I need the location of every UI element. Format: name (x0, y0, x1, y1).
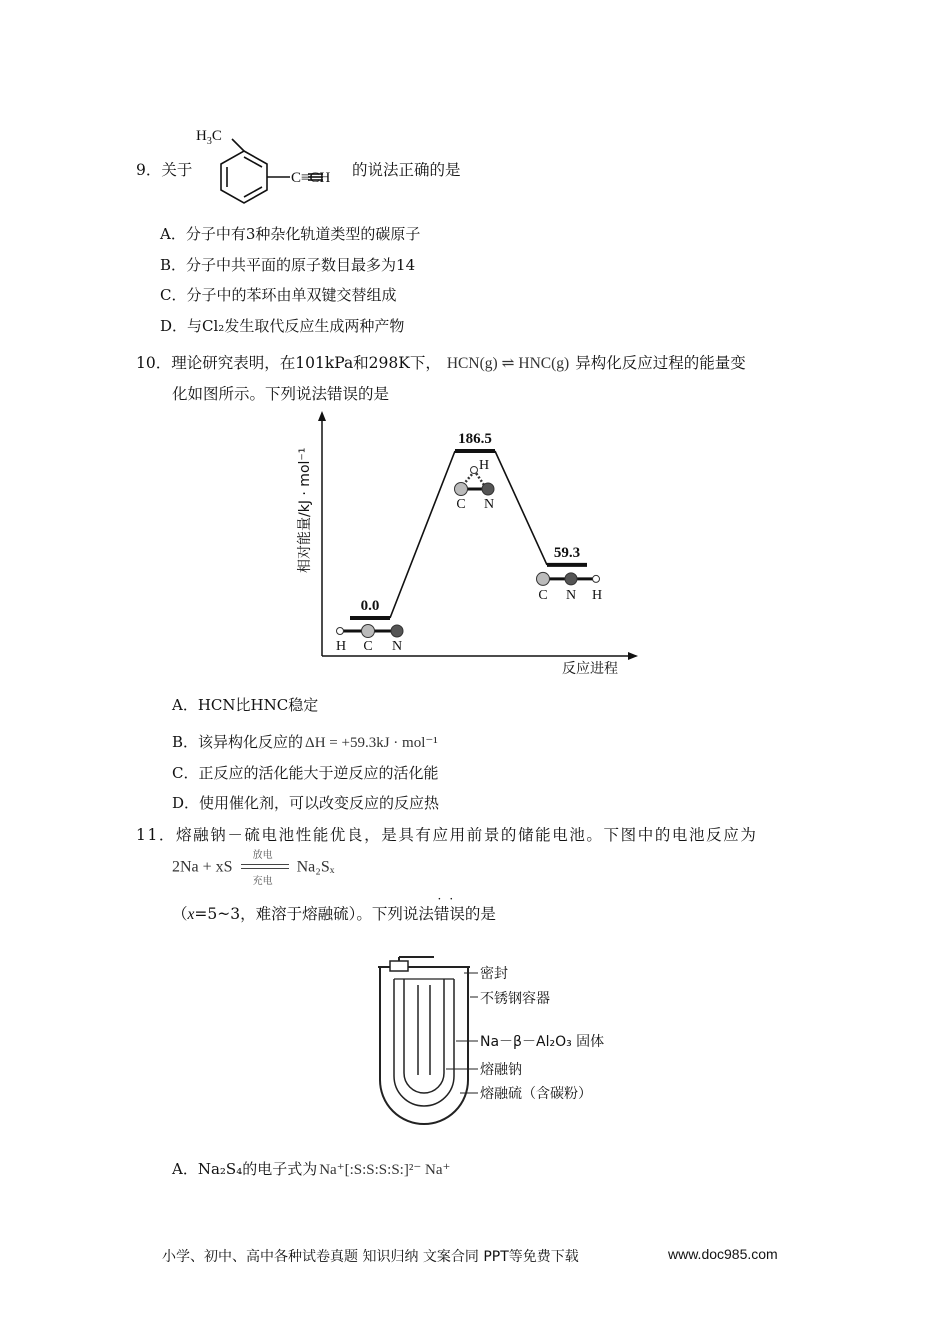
methyl-label: $H_3C$ (196, 128, 222, 147)
y-axis-arrow (318, 411, 326, 421)
label-electrolyte: Na－β－Al₂O₃ 固体 (480, 1034, 605, 1050)
q11-condition: （x=5~3，难溶于熔融硫）。下列说法 ·· 错误的是 (172, 892, 496, 923)
x-axis-arrow (628, 652, 638, 660)
profile-connector-0 (390, 451, 455, 618)
footer-text: 小学、初中、高中各种试卷真题 知识归纳 文案合同 PPT等免费下载 (162, 1249, 579, 1265)
atom-label-h-hcn: H (335, 639, 347, 654)
terminal-cap (390, 961, 408, 971)
reversible-arrow: 放电 充电 (237, 858, 293, 878)
atom-n-ts (482, 483, 494, 495)
q10-option-d[interactable]: D．使用催化剂，可以改变反应的反应热 (172, 794, 440, 812)
emphasis-text: ·· 错误 (433, 892, 465, 923)
q10-equation: HCN(g) ⇌ HNC(g) (446, 355, 570, 372)
benzene-ring (221, 151, 267, 203)
alkyne-label: C≡CH (291, 170, 331, 186)
atom-label-c-ts: C (456, 497, 466, 512)
atom-n-hnc (565, 573, 577, 585)
delta-h-expression: ΔH = +59.3kJ · mol⁻¹ (305, 735, 438, 751)
q11-stem-line1: 11．熔融钠－硫电池性能优良，是具有应用前景的储能电池。下图中的电池反应为 (136, 826, 758, 844)
atom-label-c-hcn: C (363, 639, 373, 654)
atom-h-hnc (593, 575, 600, 582)
q11-option-a[interactable]: A．Na₂S₄的电子式为 Na⁺[:S:S:S:S:]²⁻ Na⁺ (172, 1160, 451, 1178)
q9-suffix: 的说法正确的是 (352, 161, 461, 179)
q9-number: 9． (136, 161, 162, 179)
electron-formula: Na⁺[:S:S:S:S:]²⁻ Na⁺ (319, 1162, 451, 1178)
atom-n-hcn (391, 625, 403, 637)
label-steel-container: 不锈钢容器 (480, 991, 550, 1007)
q9-molecule-structure (192, 124, 352, 210)
ts-dashed-bond-2 (476, 473, 484, 485)
atom-c-hnc (537, 572, 550, 585)
atom-label-h-ts: H (478, 458, 490, 473)
atom-h-ts (471, 467, 478, 474)
methyl-bond (232, 139, 244, 151)
energy-diagram (292, 405, 672, 680)
footer-url[interactable]: www.doc985.com (668, 1246, 778, 1262)
q9-option-d[interactable]: D．与Cl₂发生取代反应生成两种产物 (160, 317, 405, 335)
steel-container-outer (380, 967, 468, 1124)
q9-prefix: 关于 (161, 161, 193, 179)
atom-label-n-hcn: N (391, 639, 403, 654)
atom-h-hcn (337, 628, 344, 635)
atom-label-h-hnc: H (591, 587, 603, 603)
q10-option-b[interactable]: B．该异构化反应的 ΔH = +59.3kJ · mol⁻¹ (172, 733, 438, 751)
atom-c-ts (455, 483, 468, 496)
atom-label-n-hnc: N (565, 587, 577, 603)
solid-electrolyte-tube (394, 979, 454, 1106)
energy-value-label-0: 0.0 (360, 598, 380, 614)
battery-diagram (360, 945, 630, 1135)
q11-equation: 2Na + xS 放电 充电 Na₂Sₓ (172, 850, 335, 887)
atom-label-c-hnc: C (538, 587, 548, 603)
q9-stem (136, 158, 192, 180)
atom-label-n-ts: N (483, 497, 495, 512)
q9-option-b[interactable]: B．分子中共平面的原子数目最多为14 (160, 256, 416, 274)
profile-connector-1 (495, 451, 547, 565)
q9-option-c[interactable]: C．分子中的苯环由单双键交替组成 (160, 286, 397, 304)
q10-number: 10． (136, 354, 172, 372)
q10-option-c[interactable]: C．正反应的活化能大于逆反应的活化能 (172, 764, 439, 782)
atom-c-hcn (362, 625, 375, 638)
q10-option-a[interactable]: A．HCN比HNC稳定 (172, 696, 319, 714)
energy-value-label-1: 186.5 (458, 431, 492, 447)
q9-option-a[interactable]: A．分子中有3种杂化轨道类型的碳原子 (160, 225, 421, 243)
q11-number: 11． (136, 826, 177, 844)
y-axis-label: 相对能量/kJ · mol⁻¹ (297, 447, 313, 573)
x-axis-label: 反应进程 (562, 661, 618, 677)
label-molten-sulfur: 熔融硫（含碳粉） (480, 1086, 592, 1102)
q10-stem-line2: 化如图所示。下列说法错误的是 (172, 385, 390, 403)
q10-stem-line1: 10．理论研究表明，在101kPa和298K下， HCN(g) ⇌ HNC(g) 异构化反应过程的能量变 (136, 354, 746, 372)
energy-value-label-2: 59.3 (553, 544, 581, 561)
label-molten-sodium: 熔融钠 (480, 1062, 522, 1078)
molten-sodium (404, 979, 444, 1093)
label-seal: 密封 (480, 966, 508, 982)
